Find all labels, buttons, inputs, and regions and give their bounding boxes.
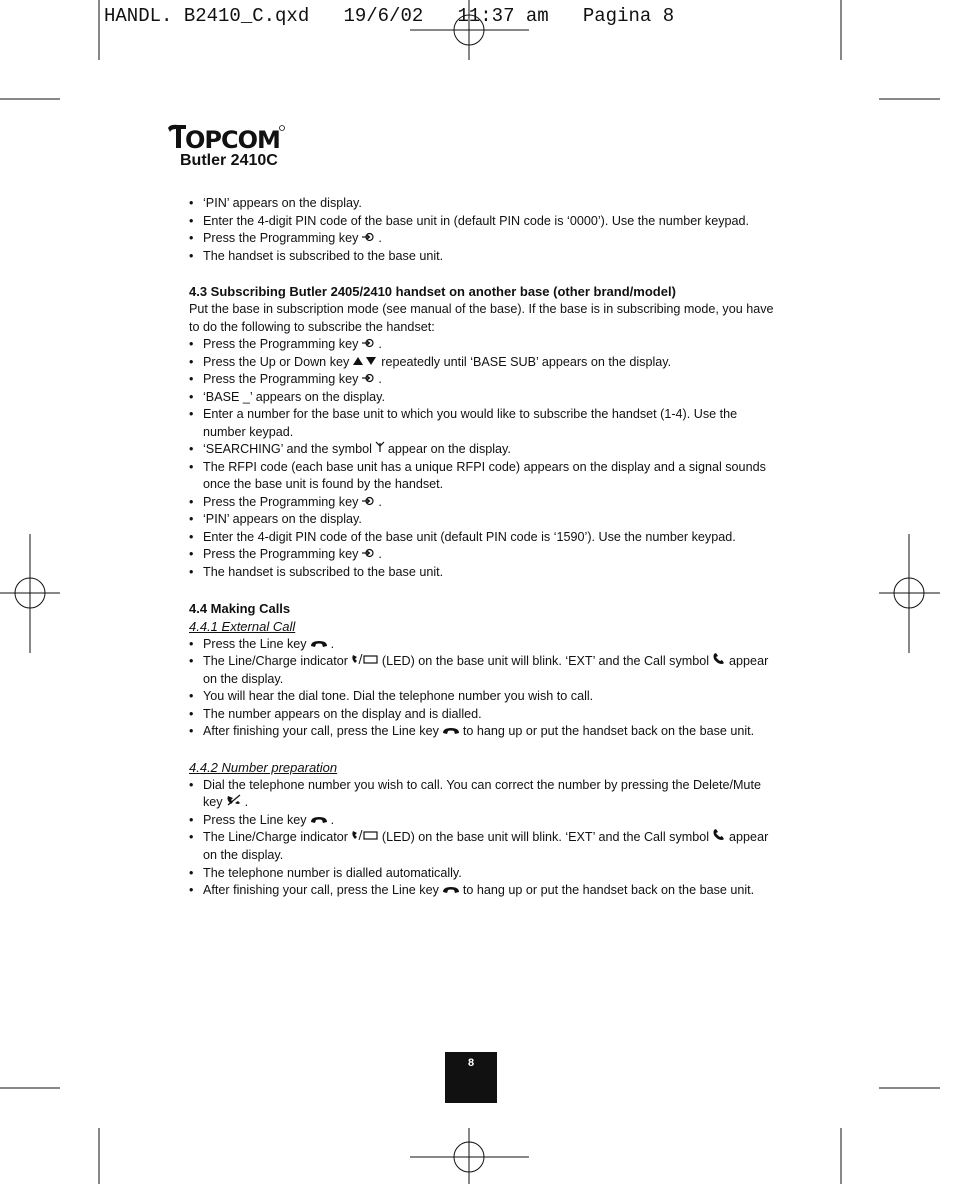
subscribe-steps-list (189, 336, 779, 581)
list-item: • After finishing your call, press the Line key to hang up or put the handset back on the base unit. (189, 723, 779, 741)
list-item: • The number appears on the display and is dialled. (189, 706, 779, 724)
line-charge-indicator-icon (351, 653, 379, 671)
line-key-icon (310, 636, 328, 654)
manual-content (189, 195, 779, 900)
list-item: • The Line/Charge indicator (LED) on the base unit will blink. ‘EXT’ and the Call symbol appear on the display. (189, 829, 779, 864)
programming-key-icon (361, 371, 375, 389)
programming-key-icon (361, 546, 375, 564)
subsection-heading-4-4-2: 4.4.2 Number preparation (189, 759, 338, 775)
list-item: • Press the Programming key . (189, 371, 779, 389)
list-item: • Press the Up or Down key repeatedly until ‘BASE SUB’ appears on the display. (189, 354, 779, 372)
external-call-list (189, 636, 779, 741)
line-key-icon (442, 882, 460, 900)
programming-key-icon (361, 336, 375, 354)
list-item: • The handset is subscribed to the base unit. (189, 248, 779, 266)
call-symbol-icon (712, 829, 726, 847)
list-item: • You will hear the dial tone. Dial the telephone number you wish to call. (189, 688, 779, 706)
call-symbol-icon (712, 653, 726, 671)
topcom-logo (166, 122, 286, 152)
model-name: Butler 2410C (180, 152, 278, 169)
up-down-arrows-icon (352, 354, 378, 372)
page-number-box (445, 1052, 497, 1103)
list-item: • Press the Programming key . (189, 230, 779, 248)
list-item: • ‘SEARCHING’ and the symbol appear on the display. (189, 441, 779, 459)
intro-list (189, 195, 779, 265)
list-item: • ‘PIN’ appears on the display. (189, 511, 779, 529)
list-item: • ‘BASE _’ appears on the display. (189, 389, 779, 407)
list-item: • Press the Line key . (189, 812, 779, 830)
delete-mute-icon (226, 794, 242, 812)
list-item: • Enter a number for the base unit to which you would like to subscribe the handset (1-4). Use the number keypad. (189, 406, 779, 441)
list-item: • ‘PIN’ appears on the display. (189, 195, 779, 213)
antenna-icon (375, 441, 385, 459)
programming-key-icon (361, 230, 375, 248)
line-charge-indicator-icon (351, 829, 379, 847)
list-item: • The telephone number is dialled automatically. (189, 865, 779, 883)
list-item: • Enter the 4-digit PIN code of the base unit in (default PIN code is ‘0000’). Use the number keypad. (189, 213, 779, 231)
list-item: • The RFPI code (each base unit has a unique RFPI code) appears on the display and a signal sounds once the base unit is found by the handset. (189, 459, 779, 494)
line-key-icon (442, 723, 460, 741)
line-key-icon (310, 812, 328, 830)
programming-key-icon (361, 494, 375, 512)
list-item: • Press the Programming key . (189, 494, 779, 512)
list-item: • The handset is subscribed to the base unit. (189, 564, 779, 582)
page-number: 8 (467, 1057, 475, 1069)
list-item: • Enter the 4-digit PIN code of the base unit (default PIN code is ‘1590’). Use the number keypad. (189, 529, 779, 547)
list-item: • Press the Line key . (189, 636, 779, 654)
section-heading-4-3: 4.3 Subscribing Butler 2405/2410 handset on another base (other brand/model) (189, 284, 676, 300)
number-preparation-list (189, 777, 779, 900)
list-item: • The Line/Charge indicator (LED) on the base unit will blink. ‘EXT’ and the Call symbol appear on the display. (189, 653, 779, 688)
list-item: • Press the Programming key . (189, 546, 779, 564)
svg-text:OPCOM: OPCOM (185, 126, 280, 152)
section-intro: Put the base in subscription mode (see manual of the base). If the base is in subscribing mode, you have to do the following to subscribe the handset: (189, 302, 774, 334)
list-item: • Press the Programming key . (189, 336, 779, 354)
section-heading-4-4: 4.4 Making Calls (189, 600, 291, 616)
list-item: • Dial the telephone number you wish to call. You can correct the number by pressing the Delete/Mute key . (189, 777, 779, 812)
subsection-heading-4-4-1: 4.4.1 External Call (189, 618, 296, 634)
list-item: • After finishing your call, press the Line key to hang up or put the handset back on the base unit. (189, 882, 779, 900)
header-slug: HANDL. B2410_C.qxd 19/6/02 11:37 am Pagina 8 (104, 5, 675, 27)
